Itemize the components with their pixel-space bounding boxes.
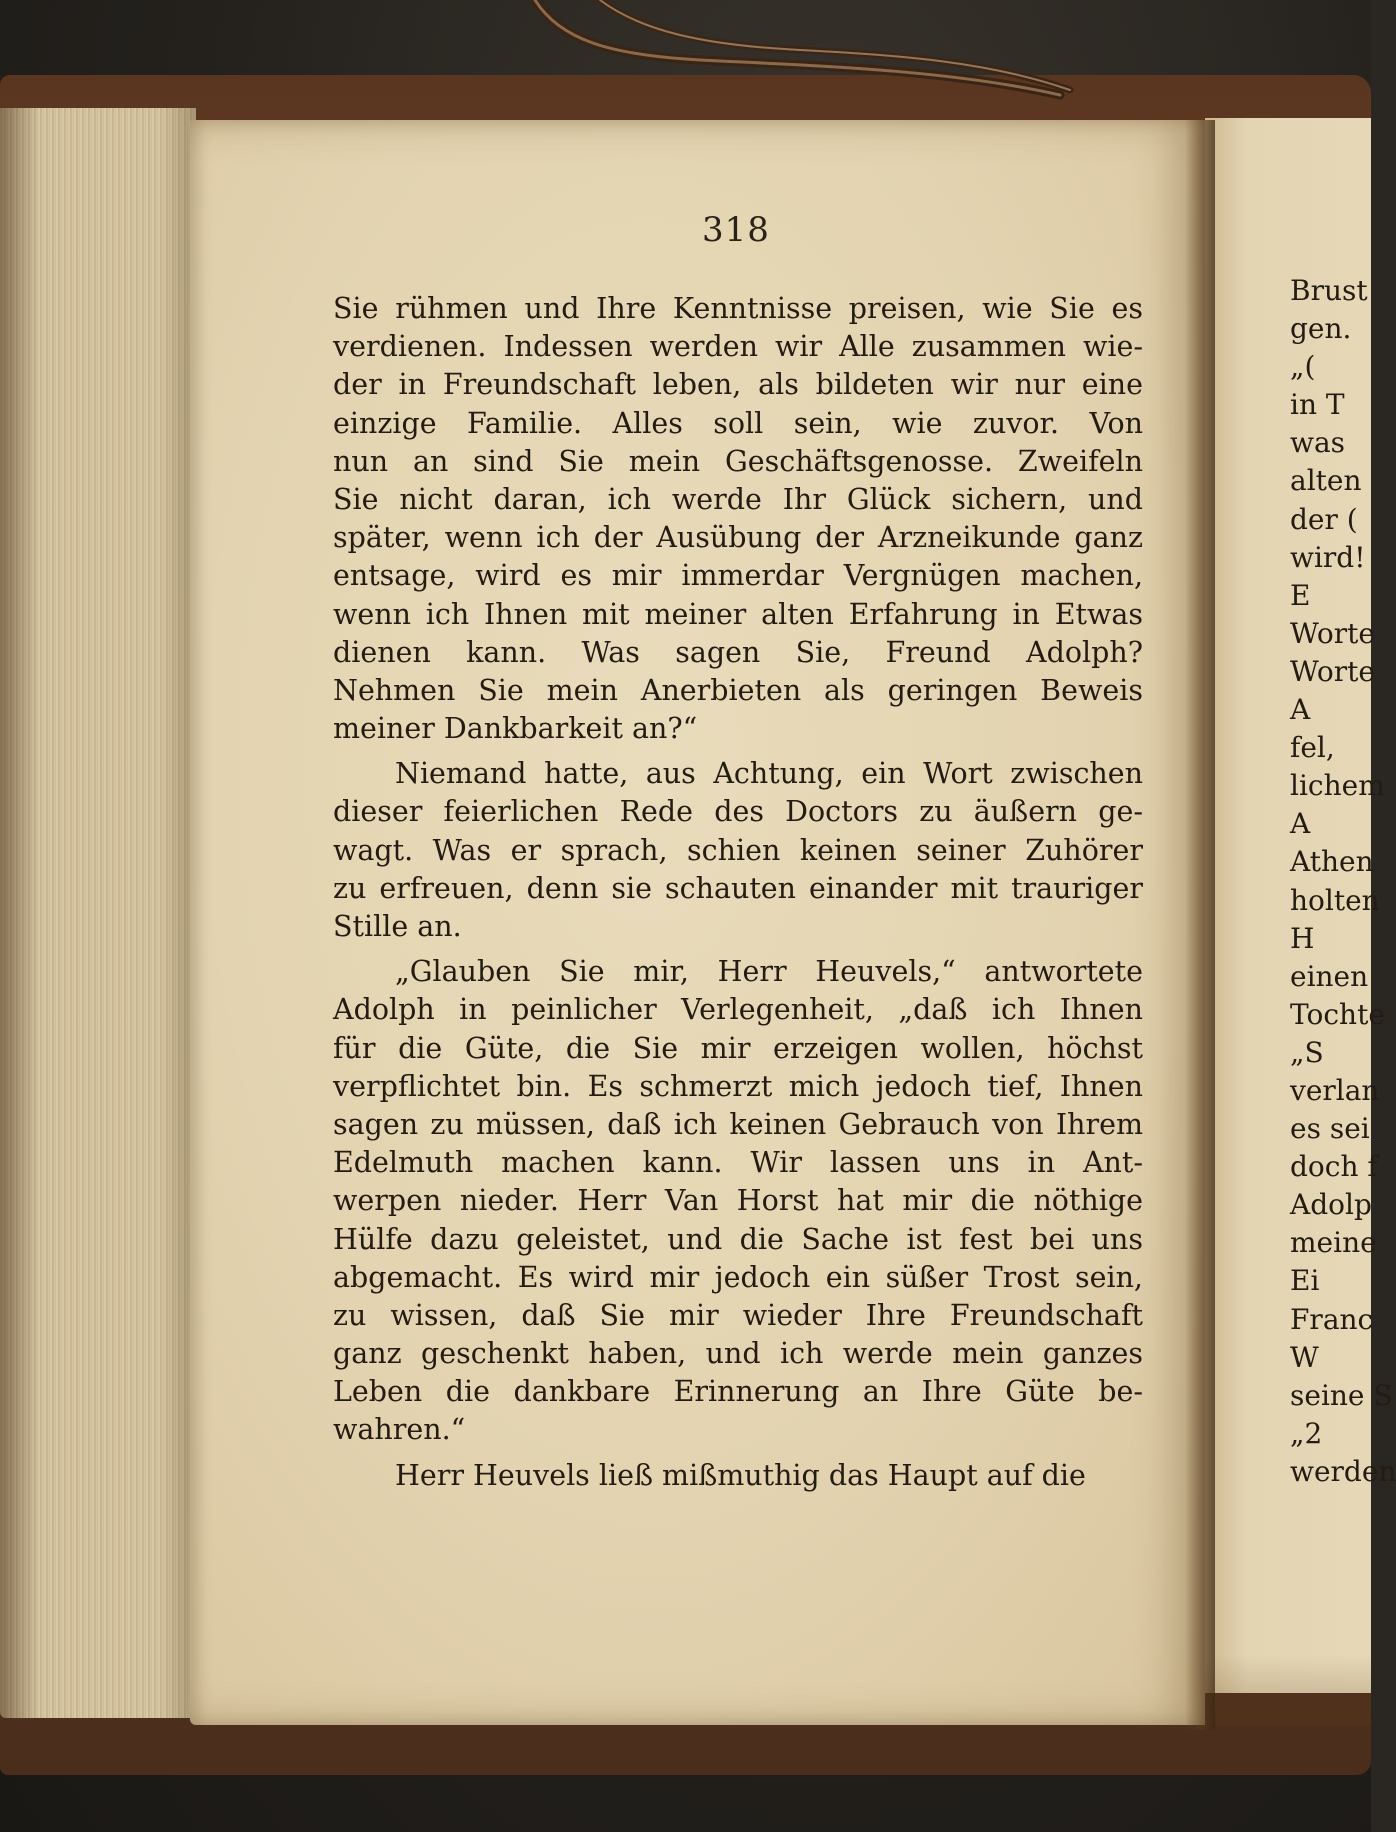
text-line: Stille an. [333,910,462,943]
text-line: sagen zu müssen, daß ich keinen Gebrauch von Ihrem [333,1107,1143,1141]
right-page-line: Tochte [1290,997,1385,1031]
text-line: werpen nieder. Herr Van Horst hat mir die nöthige [333,1184,1143,1218]
paragraph-gap [333,946,1143,953]
text-line: wagt. Was er sprach, schien keinen seiner Zuhörer [333,833,1143,867]
right-page-line: Worte [1290,654,1375,688]
paragraph [333,755,1143,946]
text-line: entsage, wird es mir immerdar Vergnügen machen, [333,559,1143,593]
right-page-line: E [1290,578,1311,612]
right-page-line: Athen [1290,845,1374,879]
text-line: einzige Familie. Alles soll sein, wie zuvor. Von [333,406,1143,440]
text-line: wenn ich Ihnen mit meiner alten Erfahrung in Etwas [333,597,1143,631]
text-line: wahren.“ [333,1413,466,1447]
right-page-shadow [1205,1655,1371,1725]
right-page-line: verlan [1290,1073,1380,1107]
paragraph [333,290,1143,748]
text-line: verpflichtet bin. Es schmerzt mich jedoch tief, Ihnen [333,1069,1143,1103]
text-line: verdienen. Indessen werden wir Alle zusammen wie- [333,330,1143,364]
text-line: Edelmuth machen kann. Wir lassen uns in Ant- [333,1146,1143,1180]
right-page-line: H [1290,921,1315,955]
right-page-line: A [1290,807,1311,841]
right-page-line: in T [1290,388,1345,422]
text-line: für die Güte, die Sie mir erzeigen wollen, höchst [333,1031,1143,1065]
right-page-line: Ei [1290,1264,1320,1298]
paragraph-gap [333,748,1143,755]
right-page-line: Franc [1290,1302,1374,1336]
right-page-line: W [1290,1340,1319,1374]
text-line: der in Freundschaft leben, als bildeten wir nur eine [333,368,1143,402]
text-line: später, wenn ich der Ausübung der Arzneikunde ganz [333,521,1143,555]
text-line: Adolph in peinlicher Verlegenheit, „daß ich Ihnen [333,993,1143,1027]
right-page-line: „2 [1290,1416,1323,1450]
page-number: 318 [702,210,770,250]
right-page-line: fel, [1290,731,1335,765]
text-line: zu wissen, daß Sie mir wieder Ihre Freundschaft [333,1298,1143,1332]
paragraph [333,953,1143,1449]
right-page-line: „S [1290,1035,1324,1069]
right-page-line: alten [1290,464,1362,498]
text-line: Leben die dankbare Erinnerung an Ihre Güte be- [333,1375,1143,1409]
right-page-line: Worte [1290,616,1375,650]
right-page-line: Brust [1290,274,1368,307]
paragraph [333,1457,1143,1495]
text-line: ganz geschenkt haben, und ich werde mein ganzes [333,1337,1143,1371]
text-line: Sie nicht daran, ich werde Ihr Glück sichern, und [333,482,1143,516]
text-line: Niemand hatte, aus Achtung, ein Wort zwischen [395,757,1143,791]
text-line: Sie rühmen und Ihre Kenntnisse preisen, wie Sie es [333,292,1143,325]
text-line: dieser feierlichen Rede des Doctors zu äußern ge- [333,795,1143,829]
right-page-line: es sei [1290,1112,1370,1146]
right-page-line: doch f [1290,1150,1378,1184]
right-page-line: holten [1290,883,1380,917]
right-page-line: werden [1290,1454,1396,1488]
paragraph-gap [333,1450,1143,1457]
right-page-line: gen. [1290,312,1352,346]
right-page-line: was [1290,426,1346,460]
page-edges [0,108,196,1718]
body-text [333,290,1143,1495]
text-line: dienen kann. Was sagen Sie, Freund Adolph? [333,635,1143,669]
right-page-line: Adolp [1290,1188,1372,1222]
text-line: Nehmen Sie mein Anerbieten als geringen Beweis [333,673,1143,707]
right-page-line: der ( [1290,502,1358,536]
text-line: meiner Dankbarkeit an?“ [333,712,698,746]
right-page-line: lichem [1290,769,1385,803]
text-line: nun an sind Sie mein Geschäftsgenosse. Zweifeln [333,444,1143,478]
book-gutter [1185,120,1215,1730]
right-page-text-fragments [1290,272,1396,1491]
right-page-line: einen [1290,959,1369,993]
right-page-line: A [1290,693,1311,727]
text-line: Herr Heuvels ließ mißmuthig das Haupt auf die [395,1458,1086,1492]
text-line: Hülfe dazu geleistet, und die Sache ist fest bei uns [333,1222,1143,1256]
text-line: abgemacht. Es wird mir jedoch ein süßer Trost sein, [333,1260,1143,1294]
right-page-line: wird! [1290,540,1366,574]
right-page-line: seine S [1290,1378,1393,1412]
text-line: „Glauben Sie mir, Herr Heuvels,“ antwortete [395,955,1143,989]
right-page-line: meine [1290,1226,1377,1260]
right-page-line: „( [1290,350,1316,384]
text-line: zu erfreuen, denn sie schauten einander mit trauriger [333,871,1143,905]
